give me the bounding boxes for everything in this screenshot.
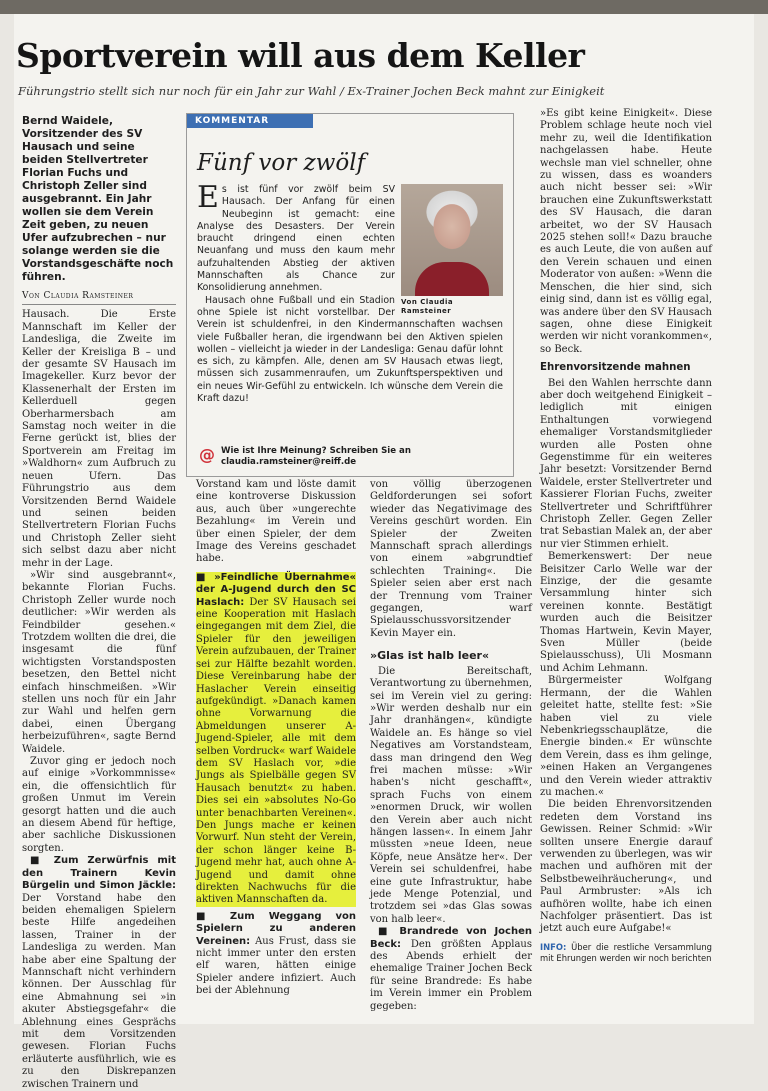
paragraph: Vorstand kam und löste damit eine kontroverse Diskussion aus, auch über »ungerechte Bezahlung« im Verein und über einen Spieler, der dem Image des Vereins geschadet habe. [196, 479, 356, 565]
caption-name: Ramsteiner [401, 307, 452, 315]
author-photo [401, 184, 503, 296]
commentary-label: KOMMENTAR [187, 114, 313, 128]
column-2 [196, 479, 356, 997]
paragraph [370, 926, 532, 1013]
paragraph-heading: ■ Brandrede von Jochen Beck: [370, 926, 532, 950]
feedback-email[interactable]: claudia.ramsteiner@reiff.de [221, 457, 357, 467]
paragraph: von völlig überzogenen Geldforderungen sei sofort wieder das Negativimage des Vereins geschürt worden. Ein Spieler der Zweiten Mannschaft sprach allerdings von einem »abgrundtief schlechten Training«. Die Spieler seien aber erst nach der Trennung vom Trainer gegangen, warf Spielausschussvorsitzender Kevin Mayer ein. [370, 479, 532, 639]
article-headline: Sportverein will aus dem Keller [16, 36, 585, 75]
feedback-prompt: Wie ist Ihre Meinung? Schreiben Sie an [221, 446, 411, 456]
commentary-p2: Hausach ohne Fußball und ein Stadion ohne Spiele ist nicht vorstellbar. Der Verein ist schuldenfrei, in den Kindermannschaften wachsen viele Fußballer heran, die irgendwann bei den Aktiven spielen wollen – vielleicht ja wieder in der Landesliga: Genau dafür lohnt es sich, zu kämpfen. Alle, denen am SV Hausach etwas liegt, müssen sich zusammenraufen, um Zukunftsperspektiven und ein neues Wir-Gefühl zu entwickeln. Ich wünsche dem Verein die Kraft dazu! [197, 294, 503, 405]
paragraph: Bei den Wahlen herrschte dann aber doch weitgehend Einigkeit – lediglich mit einigen Enthaltungen vorwiegend ehemaliger Vorstandsmitglieder wurden alle Posten ohne Gegenstimme für ein weiteres Jahr besetzt: Vorsitzender Bernd Waidele, erster Stellvertreter und Kassierer Florian Fuchs, zweiter Stellvertreter und Schriftführer Christoph Zeller. Gegen Zeller trat Sebastian Malek an, der aber nur vier Stimmen erhielt. [540, 377, 712, 550]
commentary-p1: s ist fünf vor zwölf beim SV Hausach. Der Anfang für einen Neubeginn ist gemacht: eine Analyse des Desasters. Der Verein braucht dringend einen echten Neuanfang und muss den kaum mehr aufzuhaltenden Abstieg der aktiven Mannschaften als Chance zur Konsolidierung annehmen. [197, 184, 395, 294]
commentary-text [197, 180, 503, 442]
article-lead: Bernd Waidele, Vorsitzender des SV Hausach und seine beiden Stellvertreter Florian Fuchs und Christoph Zeller sind ausgebrannt. Ein Jahr wollen sie dem Verein Zeit geben, zu neuen Ufer aufzubrechen – nur solange werden sie die Vorstandsgeschäfte noch führen. [22, 115, 174, 283]
info-text: Über die restliche Versammlung mit Ehrungen werden wir noch berichten [540, 941, 712, 963]
byline-name: Claudia Ramsteiner [43, 291, 134, 301]
paragraph-text: Den größten Applaus des Abends erhielt der ehemalige Trainer Jochen Beck für seine Brandrede: Es habe im Verein immer ein Problem gegeben: [370, 938, 532, 1012]
column-1 [22, 115, 176, 1090]
subheading: »Glas ist halb leer« [370, 649, 490, 663]
info-note [540, 942, 712, 964]
commentary-box [186, 113, 514, 477]
caption-prefix: Von Claudia [401, 298, 454, 306]
paragraph-text: Der Vorstand habe den beiden ehemaligen Spielern beste Hilfe angedeihen lassen, Trainer in der Landesliga zu werden. Man habe aber eine Spaltung der Mannschaft nicht verhindern können. Der Ausschlag für eine Abmahnung sei »in akuter Abstiegsgefahr« die Ablehnung eines Gesprächs mit dem Vorsitzenden gewesen. Florian Fuchs erläuterte ausführlich, wie es zu den Diskrepanzen zwischen Trainern und [22, 892, 176, 1090]
paragraph-heading: ■ Zum Weggang von Spielern zu anderen Vereinen: [196, 910, 356, 947]
paragraph [196, 911, 356, 998]
paragraph: Bürgermeister Wolfgang Hermann, der die Wahlen geleitet hatte, stellte fest: »Sie haben viel zu viele Nebenkriegsschauplätze, die Energie binden.« Er wünschte dem Verein, dass es ihm gelinge, »einen Haken an Vergangenes und den Verein wieder attraktiv zu machen.« [540, 675, 712, 798]
paragraph: »Es gibt keine Einigkeit«. Diese Problem schlage heute noch viel mehr zu, weil die Identifikation nachgelassen habe. Heute wechsle man viel schneller, ohne zu wissen, dass es woanders auch nicht besser sei: »Wir brauchen eine Zukunftswerkstatt des SV Hausach, die daran arbeitet, wo der SV Hausach 2025 stehen soll!« Dazu brauche es auch Leute, die von außen auf den Verein schauen und einen Moderator von außen: »Wenn die Menschen, die hier sind, sich einig sind, dann ist es völlig egal, was andere über den SV Hausach sagen, ohne diese Einigkeit werden wir nicht vorankommen«, so Beck. [540, 108, 712, 355]
paragraph-text: Aus Frust, dass sie nicht immer unter den ersten elf waren, hätten einige Spieler andere infiziert. Auch bei der Ablehnung [196, 935, 356, 997]
subheading: Ehrenvorsitzende mahnen [540, 362, 691, 374]
at-sign-icon: @ [199, 445, 215, 464]
article-byline [22, 290, 176, 305]
paragraph: Zuvor ging er jedoch noch auf einige »Vorkommnisse« ein, die offensichtlich für großen Unmut im Verein gesorgt hatten und die auch an diesem Abend für heftige, aber sachliche Diskussionen sorgten. [22, 756, 176, 854]
commentary-title: Fünf vor zwölf [197, 150, 366, 176]
column-3 [370, 479, 532, 1012]
drop-cap: E [197, 180, 219, 215]
paragraph: Die beiden Ehrenvorsitzenden redeten dem Vorstand ins Gewissen. Reiner Schmid: »Wir sollten unsere Energie darauf verwenden zu überlegen, was wir machen und aufhören mit der Selbstbeweihräucherung«, und Paul Armbruster: »Als ich aufhören wollte, habe ich einen Nachfolger präsentiert. Das ist jetzt auch eure Aufgabe!« [540, 799, 712, 935]
paragraph: Bemerkenswert: Der neue Beisitzer Carlo Welle war der Einzige, der die gesamte Versammlung hinter sich vereinen konnte. Bestätigt wurden auch die Beisitzer Thomas Hartwein, Kevin Mayer, Sven Müller (beide Spielausschuss), Uli Mosmann und Achim Lehmann. [540, 551, 712, 674]
highlighted-paragraph [196, 572, 356, 907]
article-subheadline: Führungstrio stellt sich nur noch für ein Jahr zur Wahl / Ex-Trainer Jochen Beck mahnt zur Einigkeit [18, 84, 605, 98]
page-top-edge [0, 0, 768, 14]
paragraph: Die Bereitschaft, Verantwortung zu übernehmen, sei im Verein viel zu gering: »Wir werden deshalb nur ein Jahr dranhängen«, kündigte Waidele an. Es hänge so viel Negatives am Vorstandsteam, dass man dringend den Weg frei machen müsse: »Wir haben's nicht geschafft«, sprach Fuchs von einem »enormen Druck, wir wollen den Verein aber auch nicht hängen lassen«. In einem Jahr müssten »neue Ideen, neue Köpfe, neue Ansätze her«. Der Verein sei schuldenfrei, habe eine gute Infrastruktur, habe jede Menge Potenzial, und trotzdem sei »das Glas sowas von halb leer«. [370, 665, 532, 925]
paragraph [22, 855, 176, 1091]
commentary-footer [199, 446, 503, 468]
paragraph-heading: ■ Zum Zerwürfnis mit den Trainern Kevin Bürgelin und Simon Jäckle: [22, 855, 176, 892]
byline-prefix: Von [22, 291, 41, 301]
info-label: INFO: [540, 941, 567, 952]
paragraph-text: Der SV Hausach sei eine Kooperation mit Haslach eingegangen mit dem Ziel, die Spieler für den jeweiligen Verein aufzubauen, der Trainer sei zur Hälfte bezahlt worden. Diese Vereinbarung habe der Haslacher Verein einseitig aufgekündigt. »Danach kamen ohne Vorwarnung die Abmeldungen unserer A-Jugend-Spieler, alle mit dem selben Vordruck« warf Waidele dem SV Haslach vor, »die Jungs als Spielbälle gegen SV Hausach benutzt« zu haben. Dies sei ein »absolutes No-Go unter benachbarten Vereinen«. Den Jungs mache er keinen Vorwurf. Nun steht der Verein, der schon länger keine B-Jugend mehr hat, auch ohne A-Jugend und damit ohne direkten Nachwuchs für die aktiven Mannschaften da. [196, 596, 356, 906]
dateline-paragraph: Hausach. Die Erste Mannschaft im Keller der Landesliga, die Zweite im Keller der Kreisliga B – und der gesamte SV Hausach im Imagekeller. Kurz bevor der Klassenerhalt der Ersten im Kellerduell gegen Oberharmersbach am Samstag noch weiter in die Ferne gerückt ist, blies der Sportverein am Freitag im »Waldhorn« zum Aufbruch zu neuen Ufern. Das Führungstrio aus dem Vorsitzenden Bernd Waidele und seinen beiden Stellvertretern Florian Fuchs und Christoph Zeller sieht sich selbst dazu aber nicht mehr in der Lage. [22, 309, 176, 569]
author-photo-caption [401, 298, 503, 316]
column-4 [540, 108, 712, 976]
paragraph-heading: ■ »Feindliche Übernahme« der A-Jugend durch den SC Haslach: [196, 571, 356, 608]
author-photo-block [401, 184, 503, 315]
paragraph: »Wir sind ausgebrannt«, bekannte Florian Fuchs. Christoph Zeller wurde noch deutlicher: »Wir werden als Feindbilder gesehen.« Trotzdem wollten die drei, die insgesamt die fünf wichtigsten Vorstandsposten besetzen, den Bettel nicht einfach hinschmeißen. »Wir stellen uns noch für ein Jahr zur Wahl und helfen gern dabei, einen Übergang herbeizuführen«, sagte Bernd Waidele. [22, 569, 176, 755]
